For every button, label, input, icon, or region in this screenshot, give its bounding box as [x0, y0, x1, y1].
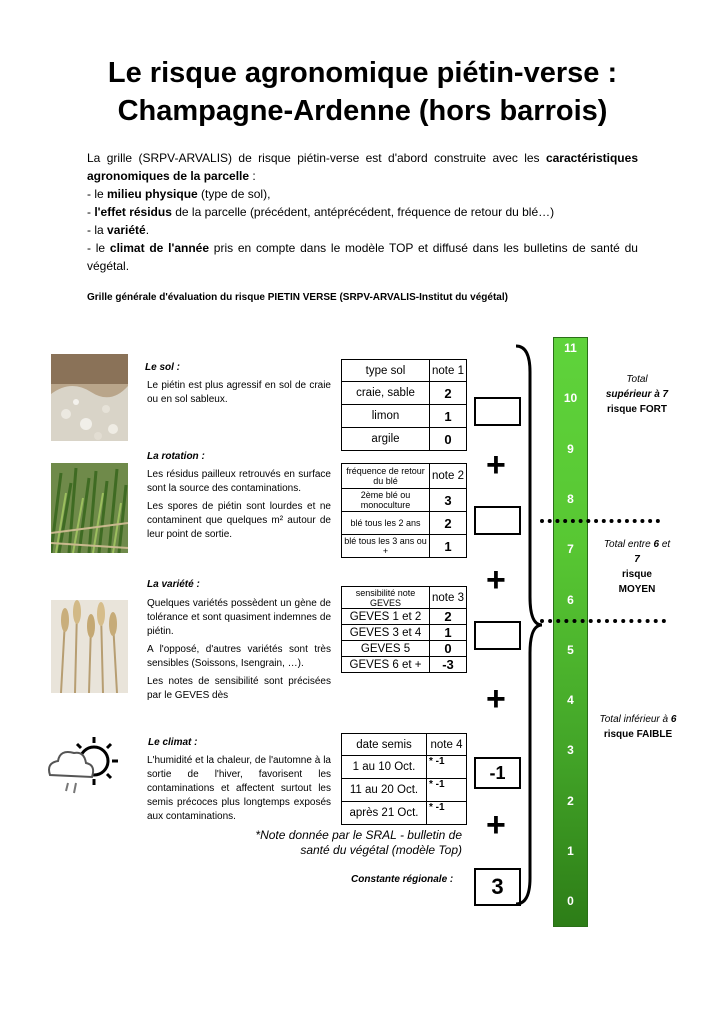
bullet-bold: variété: [107, 223, 146, 237]
sol-header-type: type sol: [342, 360, 430, 382]
plus-sign: +: [486, 806, 506, 844]
bullet-text: - le: [87, 187, 108, 201]
table-row: [342, 625, 467, 641]
risk-level: risque FORT: [606, 404, 667, 415]
gauge-tick: 1: [567, 844, 574, 858]
score-gauge: [553, 337, 588, 927]
climat-text: L'humidité et la chaleur, de l'automne à la sortie de l'hiver, favorisent les contaminations et affectent surtout les semis précoces plus longtemps exposés aux contaminations.: [147, 755, 331, 822]
variete-paragraph-1: Quelques variétés possèdent un gène de tolérance et sont quasiment indemnes de piétin.: [147, 598, 331, 637]
table-row: [342, 535, 467, 558]
table-cell: limon: [342, 405, 430, 428]
variete-paragraph-3: Les notes de sensibilité sont précisées par le GEVES dès: [147, 676, 331, 701]
risk-text: Total inférieur à: [599, 714, 671, 725]
weather-sun-cloud-icon: [44, 735, 130, 797]
gauge-tick: 3: [567, 743, 574, 758]
bullet-text: de la parcelle (précédent, antéprécédent, fréquence de retour du blé…): [171, 205, 555, 219]
table-cell: blé tous les 3 ans ou +: [342, 535, 430, 558]
table-cell: 0: [430, 641, 467, 657]
rotation-title: La rotation :: [147, 451, 205, 462]
intro-bullet-4: [87, 239, 638, 275]
bullet-bold: milieu physique: [107, 187, 198, 201]
risk-moyen-label: [592, 537, 682, 597]
risk-level: MOYEN: [618, 584, 656, 595]
bullet-text: pris en compte dans le modèle TOP et diffusé dans les bulletins de santé du végétal.: [87, 241, 638, 273]
bullet-text: - la: [87, 223, 108, 237]
gauge-tick: 5: [567, 642, 574, 657]
table-row: [342, 756, 467, 779]
sol-text: Le piétin est plus agressif en sol de craie ou en sol sableux.: [147, 380, 331, 405]
table-cell: 1: [430, 535, 467, 558]
gauge-tick: 11: [564, 341, 577, 355]
table-row: [342, 405, 467, 428]
gauge-tick: 7: [567, 542, 574, 557]
table-row: [342, 382, 467, 405]
climat-result-box: -1: [474, 757, 521, 789]
rotation-header-frequence: fréquence de retour du blé: [342, 464, 430, 489]
sum-brace: [512, 342, 546, 908]
gauge-tick: 6: [567, 592, 574, 607]
risk-text: Total entre: [603, 539, 654, 550]
sral-note: *Note donnée par le SRAL - bulletin de santé du végétal (modèle Top): [255, 828, 462, 857]
table-cell: 3: [430, 489, 467, 512]
bullet-text: (type de sol),: [197, 187, 271, 201]
table-cell: -3: [430, 657, 467, 673]
intro-bullet-1: [87, 185, 638, 203]
climat-header-note: note 4: [427, 734, 467, 756]
threshold-line-6: [540, 619, 666, 623]
intro-paragraph: [87, 149, 638, 185]
table-cell: 1: [430, 405, 467, 428]
title-line-1: Le risque agronomique piétin-verse :: [107, 57, 618, 89]
rotation-header-note: note 2: [430, 464, 467, 489]
variety-photo: [51, 600, 128, 693]
climat-title: Le climat :: [148, 737, 198, 748]
risk-text: 6: [653, 539, 660, 550]
plus-sign: +: [486, 680, 506, 718]
table-cell: 2: [430, 512, 467, 535]
table-cell: * -1: [427, 756, 467, 779]
constante-box: 3: [474, 868, 521, 906]
gauge-tick: 4: [567, 693, 574, 708]
table-cell: argile: [342, 428, 430, 451]
table-row: [342, 428, 467, 451]
variete-table: [341, 586, 467, 673]
intro-text: La grille (SRPV-ARVALIS) de risque piétin-verse est d'abord construite avec les: [87, 151, 546, 165]
rotation-photo: [51, 463, 128, 553]
table-row: [342, 489, 467, 512]
table-cell: blé tous les 2 ans: [342, 512, 430, 535]
threshold-line-7: [540, 519, 660, 523]
table-cell: craie, sable: [342, 382, 430, 405]
climat-table: [341, 733, 467, 825]
sol-title: Le sol :: [145, 362, 181, 373]
sol-table: [341, 359, 467, 451]
risk-text: Total: [626, 374, 648, 385]
bullet-bold: l'effet résidus: [94, 205, 172, 219]
constante-label: Constante régionale :: [351, 874, 454, 885]
sol-header-note: note 1: [430, 360, 467, 382]
bullet-text: -: [87, 205, 95, 219]
table-row: [342, 657, 467, 673]
table-cell: * -1: [427, 779, 467, 802]
table-cell: 1: [430, 625, 467, 641]
rotation-table: [341, 463, 467, 558]
bullet-text: - le: [87, 241, 110, 255]
rotation-paragraph-2: Les spores de piétin sont lourdes et ne contaminent que quelques m² autour de leur point de sortie.: [147, 501, 331, 540]
intro-bullet-2: [87, 203, 638, 221]
variete-text: [147, 597, 331, 719]
table-cell: 1 au 10 Oct.: [342, 756, 427, 779]
gauge-tick: 8: [567, 491, 574, 506]
variete-paragraph-2: A l'opposé, d'autres variétés sont très sensibles (Soissons, Isengrain, …).: [147, 644, 331, 669]
table-cell: * -1: [427, 802, 467, 825]
table-row: [342, 609, 467, 625]
variete-title: La variété :: [147, 579, 200, 590]
table-row: [342, 641, 467, 657]
table-cell: GEVES 5: [342, 641, 430, 657]
intro-block: [87, 149, 638, 275]
intro-bullet-3: [87, 221, 638, 239]
risk-text: supérieur à 7: [605, 389, 669, 400]
plus-sign: +: [486, 446, 506, 484]
risk-level: risque FAIBLE: [603, 729, 673, 740]
table-cell: GEVES 6 et +: [342, 657, 430, 673]
gauge-tick: 9: [567, 441, 574, 456]
table-cell: 2ème blé ou monoculture: [342, 489, 430, 512]
climat-header-date: date semis: [342, 734, 427, 756]
title-line-2: Champagne-Ardenne (hors barrois): [117, 95, 608, 127]
intro-text: :: [249, 169, 256, 183]
rotation-paragraph-1: Les résidus pailleux retrouvés en surface sont la source des contaminations.: [147, 469, 331, 494]
risk-fort-label: [592, 372, 682, 417]
table-cell: 2: [430, 382, 467, 405]
table-cell: GEVES 3 et 4: [342, 625, 430, 641]
risk-level: risque: [621, 569, 652, 580]
table-cell: après 21 Oct.: [342, 802, 427, 825]
risk-text: et: [659, 539, 671, 550]
gauge-tick: 10: [563, 391, 578, 406]
table-cell: 2: [430, 609, 467, 625]
risk-faible-label: [588, 712, 688, 742]
gauge-tick: 0: [567, 894, 574, 909]
gauge-tick: 2: [567, 793, 574, 808]
table-cell: 0: [430, 428, 467, 451]
bullet-text: .: [145, 223, 150, 237]
table-cell: 11 au 20 Oct.: [342, 779, 427, 802]
table-row: [342, 779, 467, 802]
risk-text: 6: [670, 714, 677, 725]
page-title: [0, 54, 725, 130]
variete-header-sensibilite: sensibilité note GEVES: [342, 587, 430, 609]
table-row: [342, 802, 467, 825]
risk-text: 7: [634, 554, 640, 565]
table-row: [342, 512, 467, 535]
intro-bold: caractéristiques agronomiques de la parcelle: [87, 151, 638, 183]
grid-subtitle: Grille générale d'évaluation du risque PIETIN VERSE (SRPV-ARVALIS-Institut du végétal): [87, 292, 508, 303]
variete-header-note: note 3: [430, 587, 467, 609]
bullet-bold: climat de l'année: [109, 241, 209, 255]
plus-sign: +: [486, 561, 506, 599]
soil-photo: [51, 354, 128, 441]
table-cell: GEVES 1 et 2: [342, 609, 430, 625]
rotation-text: [147, 468, 331, 555]
